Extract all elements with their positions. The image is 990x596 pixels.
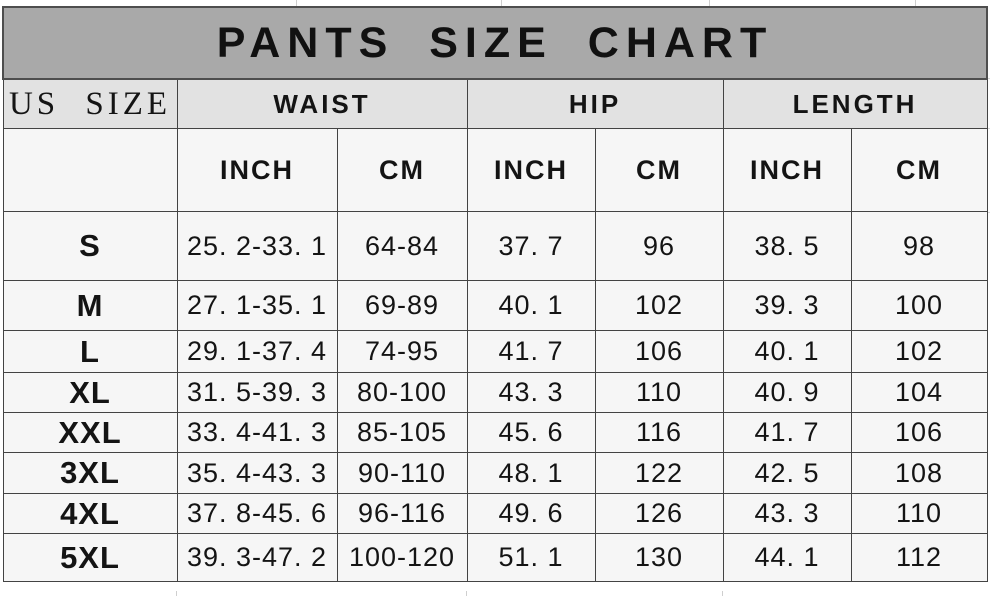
waist-inch-cell: 31. 5-39. 3 (177, 373, 337, 413)
waist-inch-cell: 37. 8-45. 6 (177, 494, 337, 534)
size-cell: 4XL (3, 494, 177, 534)
hip-inch-cell: 49. 6 (467, 494, 595, 534)
size-cell: 5XL (3, 534, 177, 582)
hip-cm-cell: 116 (595, 413, 723, 453)
waist-inch-cell: 27. 1-35. 1 (177, 281, 337, 331)
hip-header: HIP (467, 79, 723, 129)
hip-inch-header: INCH (467, 129, 595, 212)
hip-cm-cell: 130 (595, 534, 723, 582)
waist-inch-cell: 39. 3-47. 2 (177, 534, 337, 582)
size-cell: M (3, 281, 177, 331)
waist-header: WAIST (177, 79, 467, 129)
length-inch-cell: 43. 3 (723, 494, 851, 534)
unit-header-row (3, 129, 987, 212)
table-row-m (3, 281, 987, 331)
size-cell: L (3, 331, 177, 373)
table-row-3xl (3, 453, 987, 494)
hip-cm-header: CM (595, 129, 723, 212)
hip-inch-cell: 37. 7 (467, 212, 595, 281)
length-cm-cell: 104 (851, 373, 987, 413)
waist-inch-cell: 29. 1-37. 4 (177, 331, 337, 373)
margin-gridline (176, 591, 177, 596)
hip-cm-cell: 110 (595, 373, 723, 413)
hip-inch-cell: 45. 6 (467, 413, 595, 453)
table-row-xl (3, 373, 987, 413)
table-row-s (3, 212, 987, 281)
waist-inch-cell: 33. 4-41. 3 (177, 413, 337, 453)
empty-corner-cell (3, 129, 177, 212)
hip-cm-cell: 106 (595, 331, 723, 373)
length-header: LENGTH (723, 79, 987, 129)
length-cm-cell: 98 (851, 212, 987, 281)
hip-inch-cell: 48. 1 (467, 453, 595, 494)
length-inch-cell: 41. 7 (723, 413, 851, 453)
waist-cm-cell: 85-105 (337, 413, 467, 453)
waist-cm-cell: 100-120 (337, 534, 467, 582)
hip-inch-cell: 51. 1 (467, 534, 595, 582)
length-inch-cell: 42. 5 (723, 453, 851, 494)
size-chart-table (2, 6, 988, 582)
waist-inch-header: INCH (177, 129, 337, 212)
table-row-xxl (3, 413, 987, 453)
us-size-header: US SIZE (3, 79, 177, 129)
length-cm-cell: 110 (851, 494, 987, 534)
hip-inch-cell: 41. 7 (467, 331, 595, 373)
waist-inch-cell: 25. 2-33. 1 (177, 212, 337, 281)
hip-cm-cell: 96 (595, 212, 723, 281)
length-cm-cell: 106 (851, 413, 987, 453)
length-cm-cell: 108 (851, 453, 987, 494)
hip-inch-cell: 43. 3 (467, 373, 595, 413)
length-inch-cell: 44. 1 (723, 534, 851, 582)
waist-cm-cell: 90-110 (337, 453, 467, 494)
length-inch-cell: 39. 3 (723, 281, 851, 331)
waist-cm-header: CM (337, 129, 467, 212)
table-row-4xl (3, 494, 987, 534)
table-row-5xl (3, 534, 987, 582)
margin-gridline (466, 591, 467, 596)
length-cm-header: CM (851, 129, 987, 212)
size-cell: XXL (3, 413, 177, 453)
length-inch-cell: 38. 5 (723, 212, 851, 281)
waist-inch-cell: 35. 4-43. 3 (177, 453, 337, 494)
hip-inch-cell: 40. 1 (467, 281, 595, 331)
hip-cm-cell: 102 (595, 281, 723, 331)
size-cell: XL (3, 373, 177, 413)
hip-cm-cell: 126 (595, 494, 723, 534)
waist-cm-cell: 74-95 (337, 331, 467, 373)
hip-cm-cell: 122 (595, 453, 723, 494)
length-cm-cell: 100 (851, 281, 987, 331)
waist-cm-cell: 80-100 (337, 373, 467, 413)
group-header-row (3, 79, 987, 129)
margin-gridline (722, 591, 723, 596)
waist-cm-cell: 96-116 (337, 494, 467, 534)
length-cm-cell: 112 (851, 534, 987, 582)
waist-cm-cell: 69-89 (337, 281, 467, 331)
length-cm-cell: 102 (851, 331, 987, 373)
size-cell: S (3, 212, 177, 281)
table-row-l (3, 331, 987, 373)
length-inch-header: INCH (723, 129, 851, 212)
waist-cm-cell: 64-84 (337, 212, 467, 281)
length-inch-cell: 40. 1 (723, 331, 851, 373)
page-title: PANTS SIZE CHART (3, 7, 987, 79)
length-inch-cell: 40. 9 (723, 373, 851, 413)
title-row (3, 7, 987, 79)
size-cell: 3XL (3, 453, 177, 494)
